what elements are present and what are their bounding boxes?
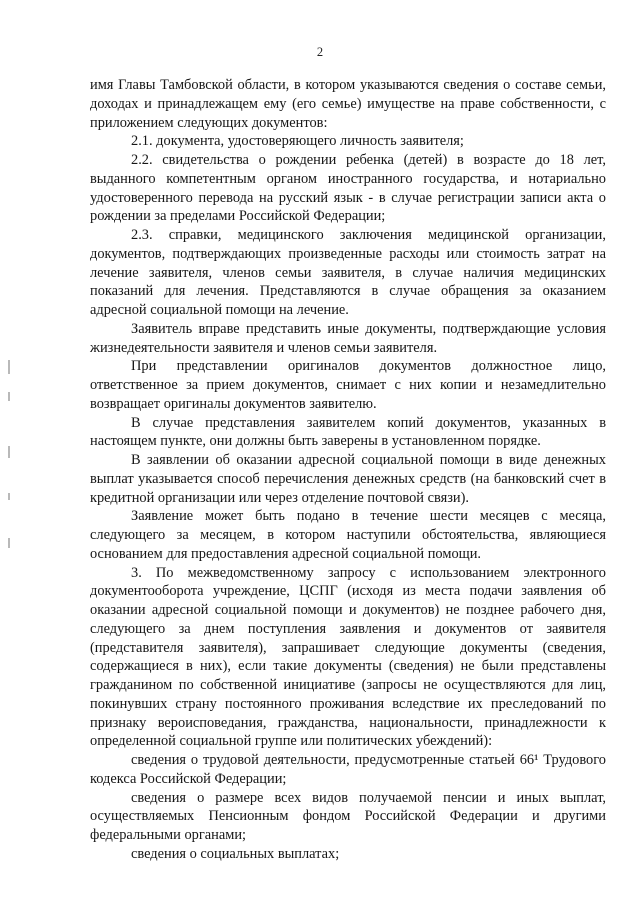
- paragraph: 3. По межведомственному запросу с использованием электронного документооборота учреждение, ЦСПГ (исходя из места подачи заявления об оказании адресной социальной помощи и документов) не позднее рабочего дня, следующего за днем поступления заявления и документов от заявителя (представителя заявителя), запрашивает следующие документы (сведения, содержащиеся в них), если такие документы (сведения) не были представлены гражданином по собственной инициативе (запросы не осуществляются для лиц, покинувших страну постоянного проживания вследствие их преследований по признаку вероисповедания, гражданства, национальности, принадлежности к определенной социальной группе или политических убеждений):: [90, 564, 606, 750]
- scan-margin-mark: [8, 493, 10, 500]
- scan-margin-mark: [8, 446, 10, 458]
- paragraph: Заявление может быть подано в течение шести месяцев с месяца, следующего за месяцем, в котором наступили обстоятельства, являющиеся основанием для предоставления адресной социальной помощи.: [90, 508, 606, 562]
- paragraph: сведения о размере всех видов получаемой пенсии и иных выплат, осуществляемых Пенсионным фондом Российской Федерации и другими федеральными органами;: [90, 789, 606, 843]
- paragraph: При представлении оригиналов документов должностное лицо, ответственное за прием документов, снимает с них копии и незамедлительно возвращает оригиналы документов заявителю.: [90, 358, 606, 412]
- paragraph: сведения о социальных выплатах;: [131, 845, 340, 862]
- scan-margin-mark: [8, 360, 10, 374]
- paragraph: имя Главы Тамбовской области, в котором указываются сведения о составе семьи, доходах и принадлежащем ему (его семье) имуществе на праве собственности, с приложением следующих документов:: [90, 77, 606, 131]
- paragraph: 2.2. свидетельства о рождении ребенка (детей) в возрасте до 18 лет, выданного компетентным органом иностранного государства, и нотариально удостоверенного перевода на русский язык - в случае регистрации записи акта о рождении за пределами Российской Федерации;: [90, 152, 606, 225]
- paragraph: В случае представления заявителем копий документов, указанных в настоящем пункте, они должны быть заверены в установленном порядке.: [90, 414, 606, 450]
- document-body: [90, 76, 606, 864]
- paragraph: 2.1. документа, удостоверяющего личность заявителя;: [131, 133, 464, 150]
- paragraph: сведения о трудовой деятельности, предусмотренные статьей 66¹ Трудового кодекса Российской Федерации;: [90, 752, 606, 787]
- page-number: 2: [316, 45, 324, 59]
- paragraph: В заявлении об оказании адресной социальной помощи в виде денежных выплат указывается способ перечисления денежных средств (на банковский счет в кредитной организации или через отделение почтовой связи).: [90, 452, 606, 506]
- paragraph: 2.3. справки, медицинского заключения медицинской организации, документов, подтверждающих произведенные расходы или стоимость затрат на лечение заявителя, членов семьи заявителя, в случае наличия медицинских показаний для лечения. Представляются в случае обращения за оказанием адресной социальной помощи на лечение.: [90, 227, 606, 318]
- scan-margin-mark: [8, 392, 10, 401]
- paragraph: Заявитель вправе представить иные документы, подтверждающие условия жизнедеятельности заявителя и членов семьи заявителя.: [90, 320, 606, 356]
- scan-margin-mark: [8, 538, 10, 548]
